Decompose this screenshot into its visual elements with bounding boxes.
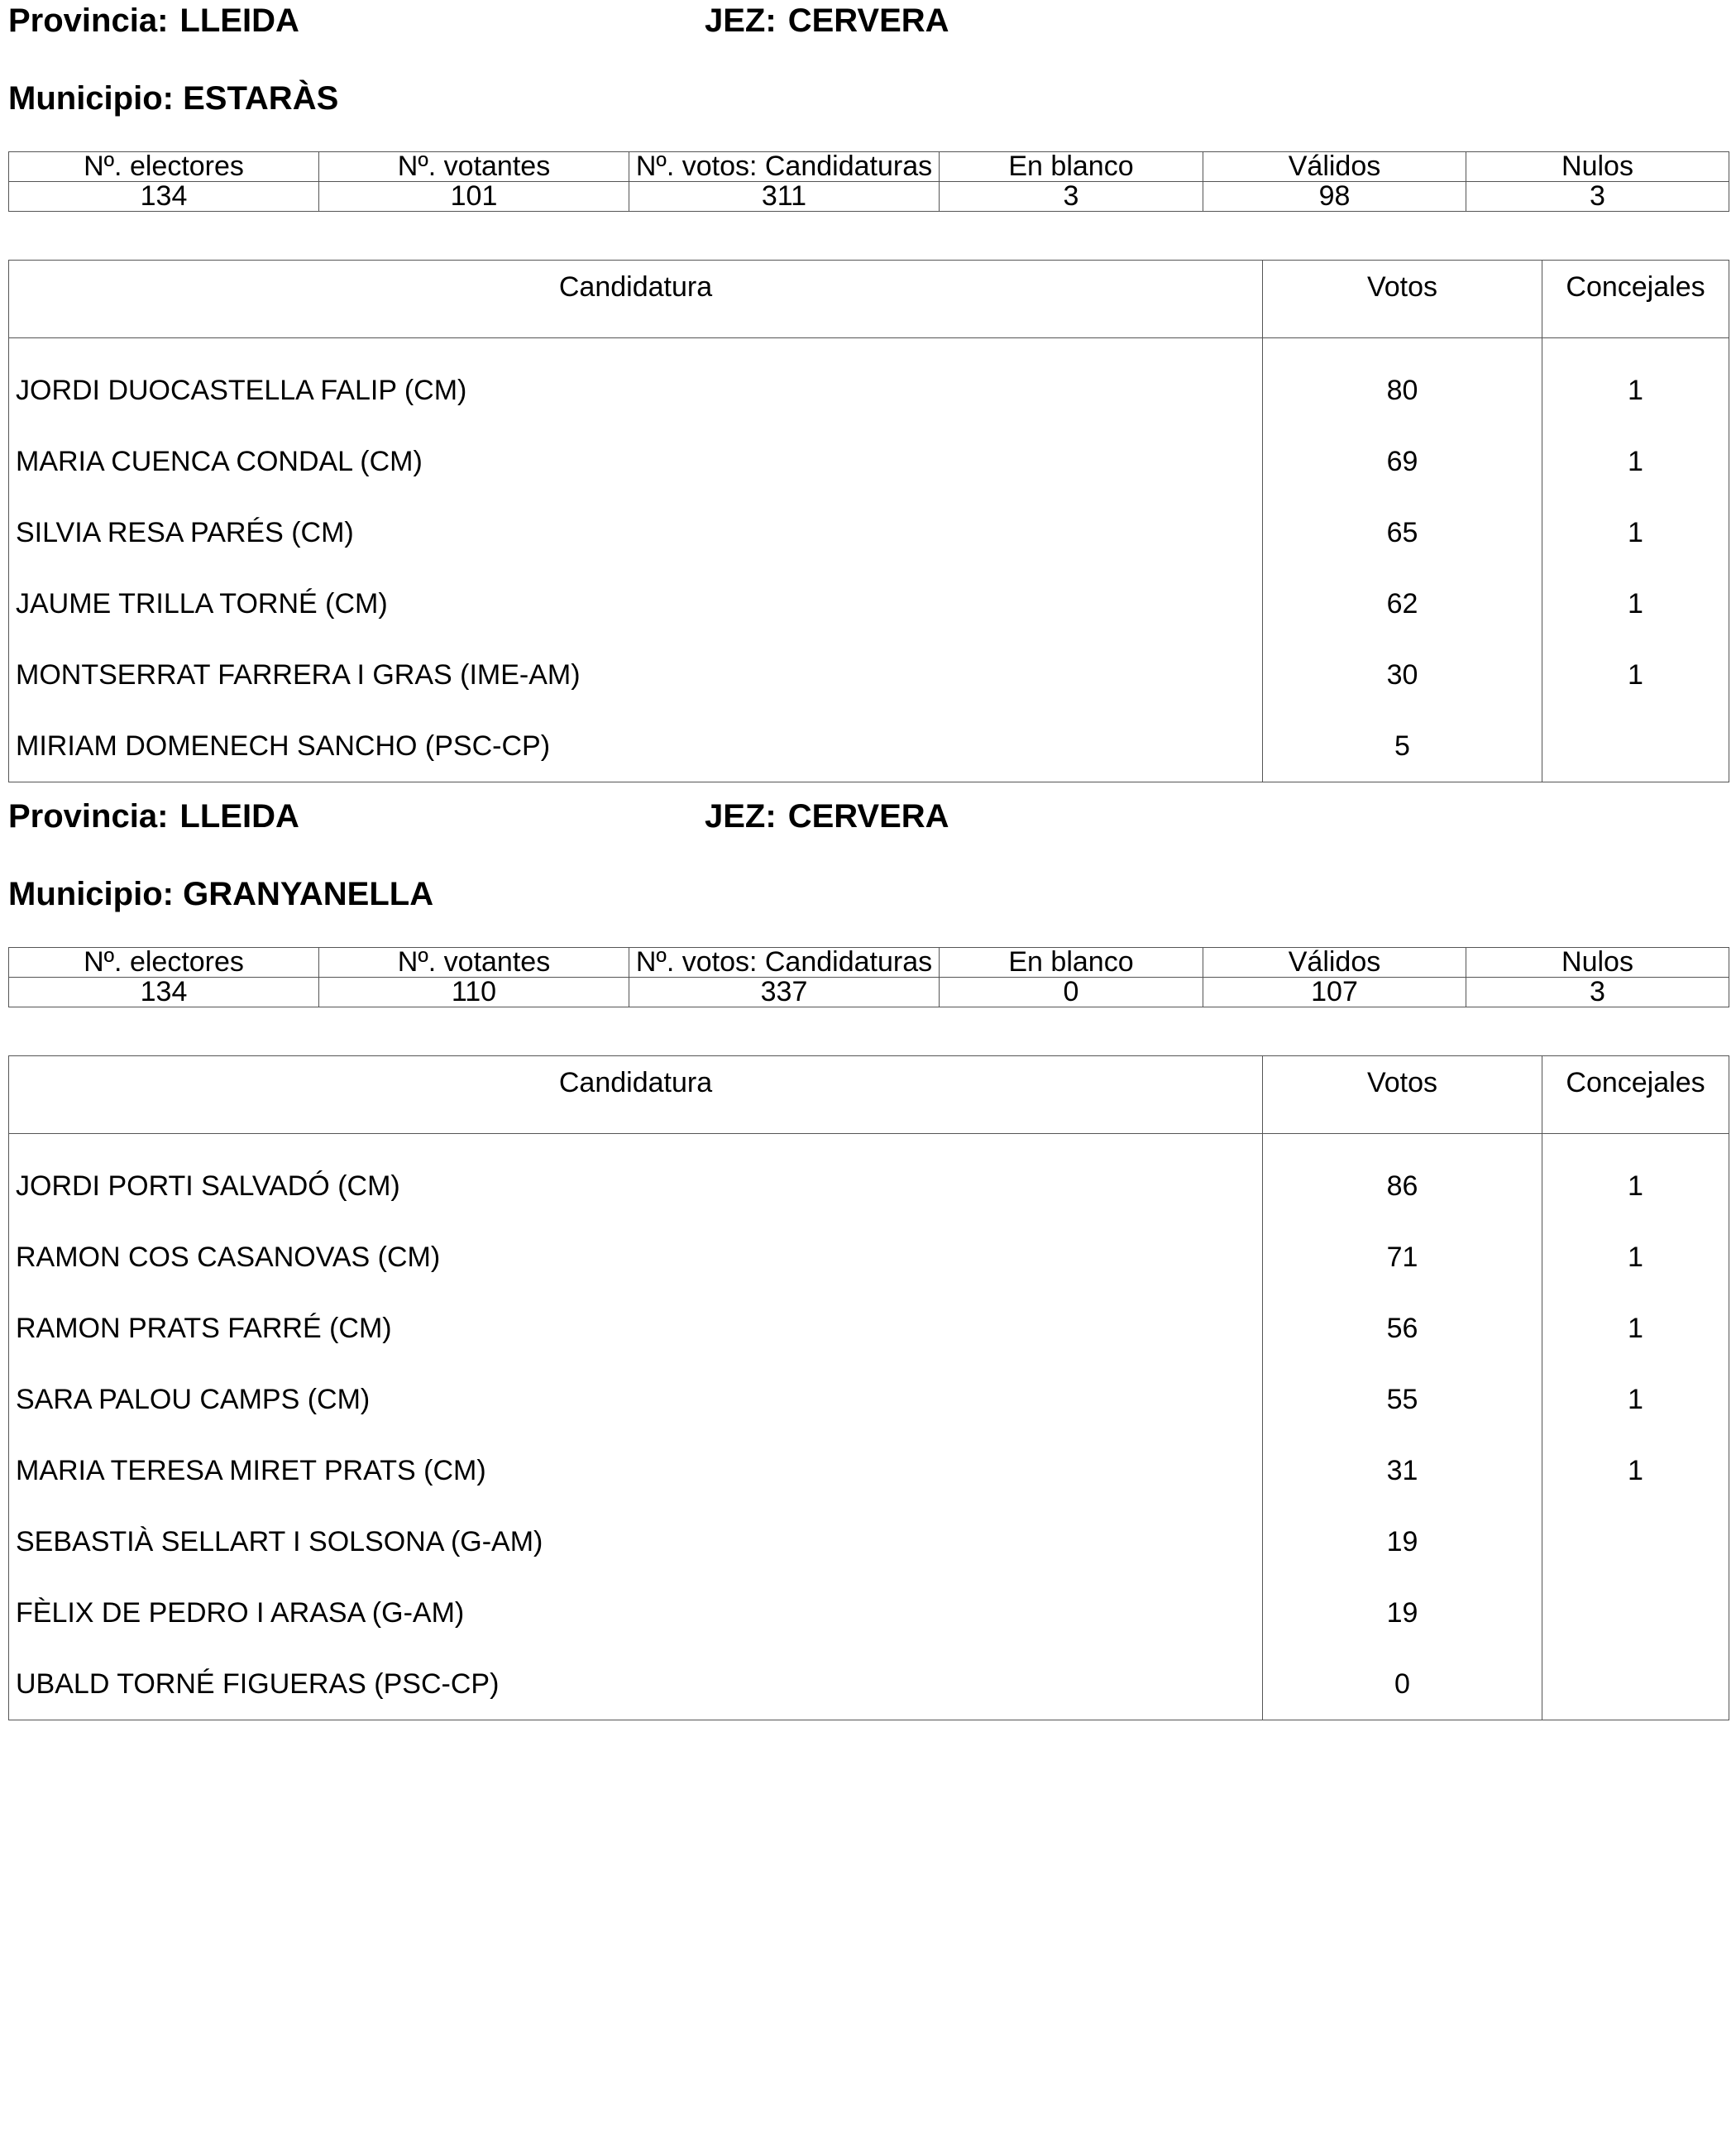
candidate-concejales [1542,1648,1729,1720]
candidate-name: JORDI DUOCASTELLA FALIP (CM) [9,338,1263,427]
provincia-header [8,2,299,40]
value-votantes: 101 [319,182,629,212]
table-row [9,1134,1729,1222]
candidate-votos: 31 [1263,1435,1542,1506]
header-votos-candidaturas: Nº. votos: Candidaturas [629,152,940,182]
candidate-concejales: 1 [1542,1134,1729,1222]
header-validos: Válidos [1203,948,1466,978]
candidate-votos: 5 [1263,710,1542,782]
candidate-name: JAUME TRILLA TORNÉ (CM) [9,568,1263,639]
candidate-concejales: 1 [1542,1293,1729,1364]
table-row [9,1364,1729,1435]
summary-table [8,151,1729,212]
candidate-name: SILVIA RESA PARÉS (CM) [9,497,1263,568]
header-en-blanco: En blanco [940,152,1203,182]
candidate-name: RAMON COS CASANOVAS (CM) [9,1222,1263,1293]
jez-value: CERVERA [787,2,949,39]
summary-table [8,947,1729,1007]
table-row [9,1222,1729,1293]
header-votos: Votos [1263,261,1542,338]
jez-header [705,797,949,835]
header-en-blanco: En blanco [940,948,1203,978]
value-en-blanco: 0 [940,978,1203,1007]
value-nulos: 3 [1466,182,1729,212]
candidate-votos: 62 [1263,568,1542,639]
header-votantes: Nº. votantes [319,948,629,978]
candidate-concejales: 1 [1542,639,1729,710]
header-nulos: Nulos [1466,152,1729,182]
provincia-header [8,797,299,835]
header-validos: Válidos [1203,152,1466,182]
candidate-name: UBALD TORNÉ FIGUERAS (PSC-CP) [9,1648,1263,1720]
value-votos-candidaturas: 337 [629,978,940,1007]
header-concejales: Concejales [1542,1056,1729,1134]
table-row [9,639,1729,710]
municipio-label: Municipio: [8,80,174,117]
value-en-blanco: 3 [940,182,1203,212]
candidate-concejales [1542,710,1729,782]
candidate-votos: 19 [1263,1577,1542,1648]
summary-value-row [9,182,1729,212]
candidate-votos: 19 [1263,1506,1542,1577]
summary-header-row [9,948,1729,978]
value-validos: 107 [1203,978,1466,1007]
jez-header [705,2,949,40]
summary-header-row [9,152,1729,182]
candidate-concejales [1542,1577,1729,1648]
candidate-votos: 69 [1263,426,1542,497]
jez-label: JEZ: [705,2,777,39]
header-electores: Nº. electores [9,948,319,978]
header-candidatura: Candidatura [9,261,1263,338]
candidate-name: SARA PALOU CAMPS (CM) [9,1364,1263,1435]
table-row [9,1506,1729,1577]
candidate-votos: 30 [1263,639,1542,710]
header-votos: Votos [1263,1056,1542,1134]
candidate-votos: 71 [1263,1222,1542,1293]
candidates-table [8,1055,1729,1720]
provincia-value: LLEIDA [179,798,299,835]
candidate-concejales [1542,1506,1729,1577]
municipio-value: GRANYANELLA [183,876,434,912]
header-votantes: Nº. votantes [319,152,629,182]
provincia-value: LLEIDA [179,2,299,39]
candidate-name: MIRIAM DOMENECH SANCHO (PSC-CP) [9,710,1263,782]
municipio-header [8,79,338,117]
candidate-votos: 80 [1263,338,1542,427]
header-candidatura: Candidatura [9,1056,1263,1134]
value-votos-candidaturas: 311 [629,182,940,212]
candidate-name: MARIA CUENCA CONDAL (CM) [9,426,1263,497]
candidate-name: MONTSERRAT FARRERA I GRAS (IME-AM) [9,639,1263,710]
candidate-votos: 0 [1263,1648,1542,1720]
header-electores: Nº. electores [9,152,319,182]
candidate-votos: 86 [1263,1134,1542,1222]
candidate-concejales: 1 [1542,338,1729,427]
candidate-votos: 56 [1263,1293,1542,1364]
value-nulos: 3 [1466,978,1729,1007]
candidate-concejales: 1 [1542,1435,1729,1506]
provincia-label: Provincia: [8,798,169,835]
jez-value: CERVERA [787,798,949,835]
table-row [9,426,1729,497]
candidate-concejales: 1 [1542,1222,1729,1293]
table-row [9,1293,1729,1364]
municipio-header [8,875,433,913]
table-row [9,1648,1729,1720]
summary-value-row [9,978,1729,1007]
table-row [9,710,1729,782]
value-validos: 98 [1203,182,1466,212]
candidate-concejales: 1 [1542,568,1729,639]
table-row [9,1435,1729,1506]
candidate-votos: 65 [1263,497,1542,568]
value-votantes: 110 [319,978,629,1007]
table-row [9,338,1729,427]
candidate-name: SEBASTIÀ SELLART I SOLSONA (G-AM) [9,1506,1263,1577]
table-row [9,1577,1729,1648]
value-electores: 134 [9,182,319,212]
candidate-concejales: 1 [1542,426,1729,497]
table-row [9,497,1729,568]
header-nulos: Nulos [1466,948,1729,978]
candidates-header-row [9,261,1729,338]
header-concejales: Concejales [1542,261,1729,338]
candidates-header-row [9,1056,1729,1134]
candidate-votos: 55 [1263,1364,1542,1435]
header-votos-candidaturas: Nº. votos: Candidaturas [629,948,940,978]
candidate-name: JORDI PORTI SALVADÓ (CM) [9,1134,1263,1222]
municipio-label: Municipio: [8,876,174,912]
value-electores: 134 [9,978,319,1007]
jez-label: JEZ: [705,798,777,835]
candidate-concejales: 1 [1542,497,1729,568]
municipio-value: ESTARÀS [183,80,339,117]
candidate-name: FÈLIX DE PEDRO I ARASA (G-AM) [9,1577,1263,1648]
candidate-name: MARIA TERESA MIRET PRATS (CM) [9,1435,1263,1506]
table-row [9,568,1729,639]
candidates-table [8,260,1729,782]
candidate-concejales: 1 [1542,1364,1729,1435]
candidate-name: RAMON PRATS FARRÉ (CM) [9,1293,1263,1364]
provincia-label: Provincia: [8,2,169,39]
